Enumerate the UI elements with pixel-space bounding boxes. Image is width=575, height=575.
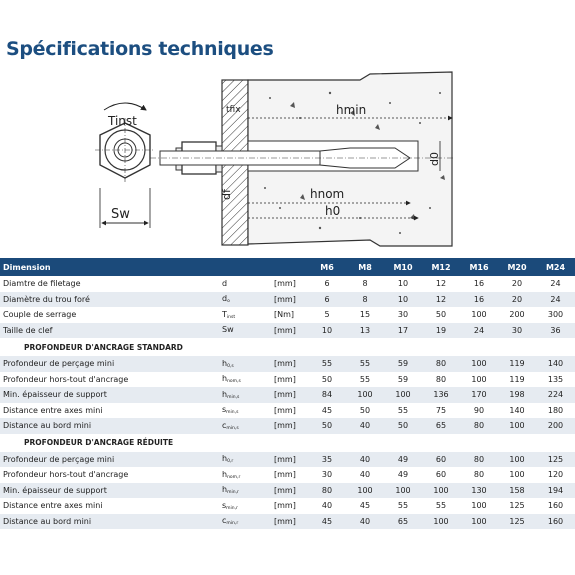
value-cell: 170 bbox=[460, 387, 498, 403]
symbol-subscript: min,s bbox=[226, 425, 239, 431]
value-cell: 100 bbox=[384, 483, 422, 499]
header-size: M6 bbox=[308, 258, 346, 276]
value-cell: 45 bbox=[308, 403, 346, 419]
value-cell: 50 bbox=[346, 403, 384, 419]
value-cell: 20 bbox=[498, 276, 536, 292]
value-cell: 198 bbox=[498, 387, 536, 403]
value-cell: 49 bbox=[384, 452, 422, 468]
value-cell: 40 bbox=[346, 514, 384, 530]
value-cell: 100 bbox=[460, 307, 498, 323]
row-unit: [mm] bbox=[268, 514, 308, 530]
page-title: Spécifications techniques bbox=[6, 38, 274, 60]
d0-label: d0 bbox=[428, 152, 441, 166]
value-cell: 20 bbox=[498, 292, 536, 308]
value-cell: 100 bbox=[460, 498, 498, 514]
value-cell: 36 bbox=[536, 323, 575, 339]
symbol-main: h bbox=[222, 374, 228, 384]
symbol-subscript: 0,r bbox=[227, 459, 234, 465]
value-cell: 200 bbox=[536, 418, 575, 434]
value-cell: 30 bbox=[498, 323, 536, 339]
value-cell: 45 bbox=[346, 498, 384, 514]
row-symbol bbox=[218, 483, 268, 499]
symbol-main: s bbox=[222, 500, 227, 510]
value-cell: 158 bbox=[498, 483, 536, 499]
section-header-row bbox=[0, 338, 575, 356]
value-cell: 6 bbox=[308, 292, 346, 308]
symbol-main: h bbox=[222, 358, 228, 368]
row-symbol bbox=[218, 387, 268, 403]
value-cell: 300 bbox=[536, 307, 575, 323]
symbol-subscript: inst bbox=[226, 314, 236, 320]
value-cell: 80 bbox=[460, 418, 498, 434]
value-cell: 50 bbox=[384, 418, 422, 434]
table-row bbox=[0, 356, 575, 372]
row-unit: [mm] bbox=[268, 323, 308, 339]
table-row bbox=[0, 498, 575, 514]
table-row bbox=[0, 292, 575, 308]
row-label: Profondeur de perçage mini bbox=[0, 452, 218, 468]
table-row bbox=[0, 514, 575, 530]
row-symbol bbox=[218, 307, 268, 323]
value-cell: 35 bbox=[308, 452, 346, 468]
value-cell: 10 bbox=[384, 292, 422, 308]
row-symbol bbox=[218, 292, 268, 308]
table-row bbox=[0, 403, 575, 419]
value-cell: 50 bbox=[308, 372, 346, 388]
row-label: Diamètre du trou foré bbox=[0, 292, 218, 308]
row-symbol bbox=[218, 323, 268, 339]
value-cell: 60 bbox=[422, 452, 460, 468]
symbol-main: h bbox=[222, 389, 228, 399]
value-cell: 80 bbox=[308, 483, 346, 499]
value-cell: 136 bbox=[422, 387, 460, 403]
value-cell: 80 bbox=[460, 452, 498, 468]
value-cell: 194 bbox=[536, 483, 575, 499]
table-row bbox=[0, 276, 575, 292]
value-cell: 75 bbox=[422, 403, 460, 419]
t-inst-label: Tinst bbox=[108, 114, 137, 128]
symbol-subscript: nom,r bbox=[227, 474, 241, 480]
row-label: Min. épaisseur de support bbox=[0, 387, 218, 403]
table-row bbox=[0, 452, 575, 468]
value-cell: 49 bbox=[384, 467, 422, 483]
value-cell: 160 bbox=[536, 514, 575, 530]
table-row bbox=[0, 483, 575, 499]
value-cell: 50 bbox=[422, 307, 460, 323]
value-cell: 55 bbox=[308, 356, 346, 372]
row-label: Min. épaisseur de support bbox=[0, 483, 218, 499]
value-cell: 40 bbox=[308, 498, 346, 514]
h0-label: h0 bbox=[325, 204, 341, 218]
value-cell: 119 bbox=[498, 372, 536, 388]
symbol-main: T bbox=[222, 309, 227, 319]
value-cell: 100 bbox=[460, 372, 498, 388]
symbol-subscript: min,r bbox=[226, 521, 239, 527]
row-label: Taille de clef bbox=[0, 323, 218, 339]
value-cell: 24 bbox=[536, 276, 575, 292]
value-cell: 100 bbox=[460, 514, 498, 530]
symbol-main: h bbox=[222, 469, 228, 479]
sw-label: Sw bbox=[111, 207, 130, 222]
hnom-label: hnom bbox=[310, 187, 345, 201]
value-cell: 125 bbox=[498, 514, 536, 530]
anchor-diagram bbox=[0, 68, 575, 253]
symbol-subscript: 0,s bbox=[227, 363, 234, 369]
value-cell: 100 bbox=[498, 452, 536, 468]
value-cell: 125 bbox=[536, 452, 575, 468]
row-label: Diamtre de filetage bbox=[0, 276, 218, 292]
value-cell: 65 bbox=[422, 418, 460, 434]
value-cell: 19 bbox=[422, 323, 460, 339]
tfix-label: tfix bbox=[226, 105, 241, 115]
hmin-label: hmin bbox=[336, 103, 367, 117]
value-cell: 12 bbox=[422, 292, 460, 308]
row-label: Distance entre axes mini bbox=[0, 498, 218, 514]
value-cell: 100 bbox=[346, 387, 384, 403]
row-label: Distance au bord mini bbox=[0, 418, 218, 434]
value-cell: 80 bbox=[422, 372, 460, 388]
nut-front-view bbox=[95, 103, 155, 228]
value-cell: 15 bbox=[346, 307, 384, 323]
section-header-row bbox=[0, 434, 575, 452]
header-size: M8 bbox=[346, 258, 384, 276]
table-row bbox=[0, 418, 575, 434]
value-cell: 80 bbox=[460, 467, 498, 483]
value-cell: 30 bbox=[308, 467, 346, 483]
row-unit: [Nm] bbox=[268, 307, 308, 323]
value-cell: 100 bbox=[384, 387, 422, 403]
row-symbol bbox=[218, 452, 268, 468]
value-cell: 120 bbox=[536, 467, 575, 483]
value-cell: 59 bbox=[384, 372, 422, 388]
value-cell: 140 bbox=[498, 403, 536, 419]
table-row bbox=[0, 323, 575, 339]
row-unit: [mm] bbox=[268, 418, 308, 434]
row-unit: [mm] bbox=[268, 498, 308, 514]
value-cell: 13 bbox=[346, 323, 384, 339]
table-row bbox=[0, 467, 575, 483]
value-cell: 8 bbox=[346, 276, 384, 292]
symbol-subscript: nom,s bbox=[227, 379, 241, 385]
value-cell: 5 bbox=[308, 307, 346, 323]
section-title: PROFONDEUR D'ANCRAGE RÉDUITE bbox=[0, 434, 575, 452]
value-cell: 16 bbox=[460, 276, 498, 292]
value-cell: 140 bbox=[536, 356, 575, 372]
value-cell: 8 bbox=[346, 292, 384, 308]
row-unit: [mm] bbox=[268, 292, 308, 308]
row-unit: [mm] bbox=[268, 387, 308, 403]
value-cell: 80 bbox=[422, 356, 460, 372]
value-cell: 84 bbox=[308, 387, 346, 403]
row-symbol bbox=[218, 276, 268, 292]
value-cell: 55 bbox=[384, 498, 422, 514]
section-title: PROFONDEUR D'ANCRAGE STANDARD bbox=[0, 338, 575, 356]
row-label: Profondeur de perçage mini bbox=[0, 356, 218, 372]
value-cell: 100 bbox=[498, 467, 536, 483]
row-unit: [mm] bbox=[268, 403, 308, 419]
row-label: Couple de serrage bbox=[0, 307, 218, 323]
row-label: Distance au bord mini bbox=[0, 514, 218, 530]
table-row bbox=[0, 372, 575, 388]
value-cell: 24 bbox=[460, 323, 498, 339]
value-cell: 100 bbox=[422, 514, 460, 530]
symbol-main: h bbox=[222, 485, 228, 495]
value-cell: 60 bbox=[422, 467, 460, 483]
value-cell: 100 bbox=[460, 356, 498, 372]
value-cell: 135 bbox=[536, 372, 575, 388]
value-cell: 12 bbox=[422, 276, 460, 292]
value-cell: 224 bbox=[536, 387, 575, 403]
value-cell: 55 bbox=[422, 498, 460, 514]
value-cell: 17 bbox=[384, 323, 422, 339]
row-symbol bbox=[218, 372, 268, 388]
table-row bbox=[0, 387, 575, 403]
value-cell: 200 bbox=[498, 307, 536, 323]
value-cell: 16 bbox=[460, 292, 498, 308]
value-cell: 100 bbox=[346, 483, 384, 499]
value-cell: 90 bbox=[460, 403, 498, 419]
table-header bbox=[0, 258, 575, 276]
value-cell: 10 bbox=[308, 323, 346, 339]
row-unit: [mm] bbox=[268, 483, 308, 499]
row-unit: [mm] bbox=[268, 452, 308, 468]
value-cell: 130 bbox=[460, 483, 498, 499]
value-cell: 40 bbox=[346, 452, 384, 468]
symbol-main: d bbox=[222, 294, 228, 304]
value-cell: 55 bbox=[346, 356, 384, 372]
df-label: df bbox=[220, 189, 233, 200]
symbol-subscript: min,s bbox=[226, 410, 239, 416]
symbol-subscript: o bbox=[227, 299, 230, 305]
row-symbol bbox=[218, 514, 268, 530]
value-cell: 24 bbox=[536, 292, 575, 308]
symbol-main: d bbox=[222, 278, 228, 288]
value-cell: 50 bbox=[308, 418, 346, 434]
header-size: M20 bbox=[498, 258, 536, 276]
value-cell: 6 bbox=[308, 276, 346, 292]
value-cell: 45 bbox=[308, 514, 346, 530]
row-unit: [mm] bbox=[268, 356, 308, 372]
header-size: M12 bbox=[422, 258, 460, 276]
symbol-main: h bbox=[222, 454, 228, 464]
value-cell: 55 bbox=[384, 403, 422, 419]
row-label: Profondeur hors-tout d'ancrage bbox=[0, 467, 218, 483]
value-cell: 119 bbox=[498, 356, 536, 372]
row-symbol bbox=[218, 498, 268, 514]
value-cell: 10 bbox=[384, 276, 422, 292]
row-symbol bbox=[218, 356, 268, 372]
symbol-main: s bbox=[222, 405, 227, 415]
value-cell: 160 bbox=[536, 498, 575, 514]
value-cell: 40 bbox=[346, 418, 384, 434]
row-unit: [mm] bbox=[268, 276, 308, 292]
row-symbol bbox=[218, 467, 268, 483]
table-row bbox=[0, 307, 575, 323]
value-cell: 59 bbox=[384, 356, 422, 372]
spec-table bbox=[0, 258, 575, 529]
row-label: Profondeur hors-tout d'ancrage bbox=[0, 372, 218, 388]
header-dimension: Dimension bbox=[0, 258, 308, 276]
header-size: M10 bbox=[384, 258, 422, 276]
header-size: M16 bbox=[460, 258, 498, 276]
symbol-subscript: min,r bbox=[227, 490, 239, 496]
value-cell: 40 bbox=[346, 467, 384, 483]
symbol-subscript: min,s bbox=[227, 394, 240, 400]
symbol-subscript: min,r bbox=[226, 505, 238, 511]
value-cell: 125 bbox=[498, 498, 536, 514]
row-unit: [mm] bbox=[268, 372, 308, 388]
row-label: Distance entre axes mini bbox=[0, 403, 218, 419]
value-cell: 180 bbox=[536, 403, 575, 419]
value-cell: 65 bbox=[384, 514, 422, 530]
header-size: M24 bbox=[536, 258, 575, 276]
value-cell: 100 bbox=[498, 418, 536, 434]
value-cell: 30 bbox=[384, 307, 422, 323]
value-cell: 100 bbox=[422, 483, 460, 499]
value-cell: 55 bbox=[346, 372, 384, 388]
row-unit: [mm] bbox=[268, 467, 308, 483]
row-symbol bbox=[218, 418, 268, 434]
row-symbol bbox=[218, 403, 268, 419]
symbol-main: Sw bbox=[222, 325, 234, 335]
symbol-main: c bbox=[222, 420, 227, 430]
symbol-main: c bbox=[222, 516, 227, 526]
